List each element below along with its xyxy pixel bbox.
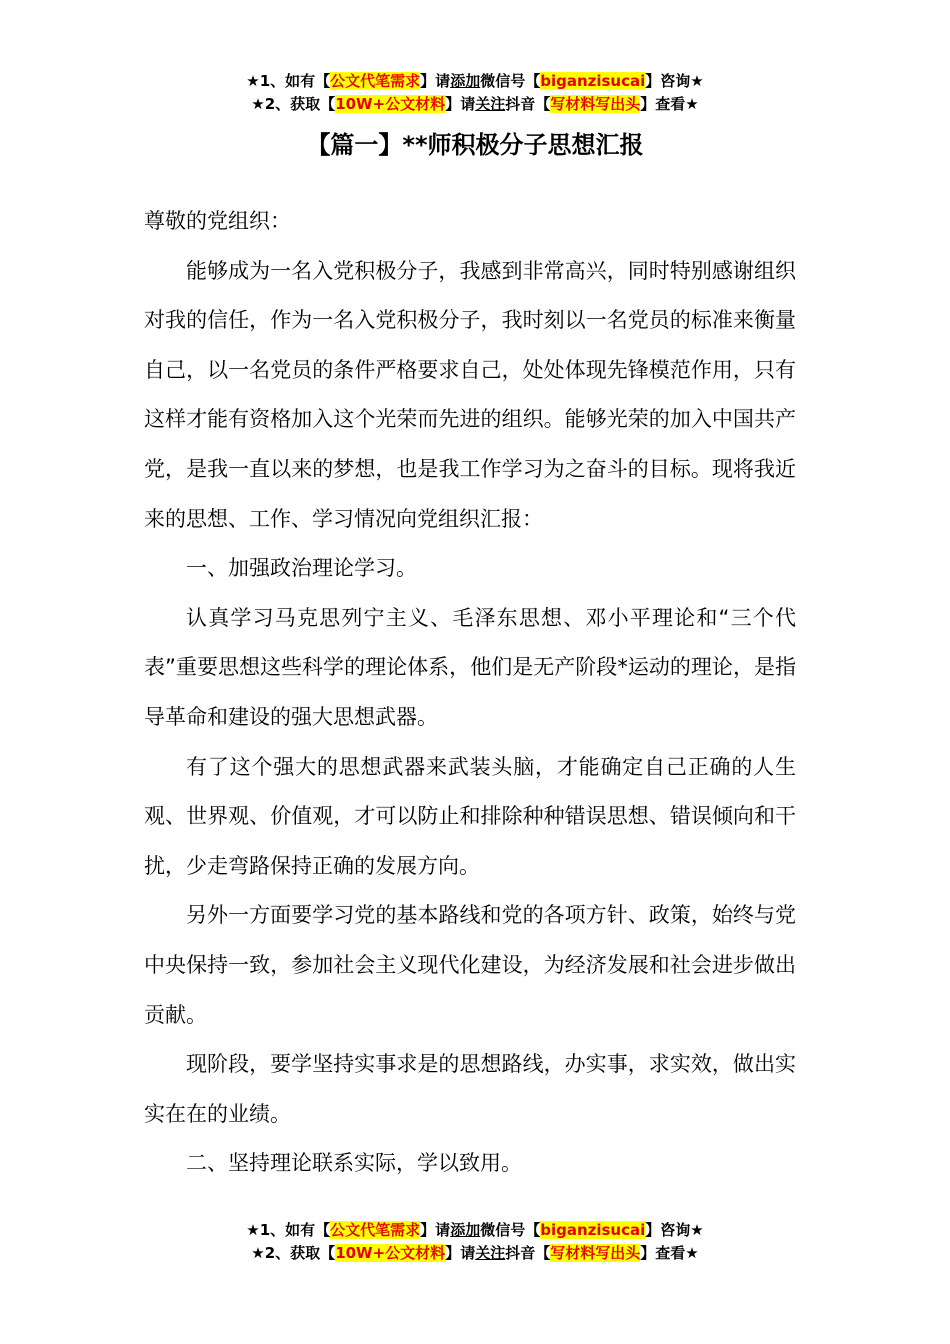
ad-text: 】查看★ (640, 1244, 699, 1262)
ad-underlined-text: 添加 (450, 72, 481, 90)
ad-text: 】请 (420, 1221, 451, 1239)
ad-wechat-id: biganzisucai (540, 72, 646, 90)
ad-underlined-text: 关注 (475, 95, 506, 113)
ad-underlined-text: 添加 (450, 1221, 481, 1239)
paragraph: 能够成为一名入党积极分子，我感到非常高兴，同时特别感谢组织对我的信任，作为一名入党积极分子，我时刻以一名党员的标准来衡量自己，以一名党员的条件严格要求自己，处处体现先锋模范作用，只有这样才能有资格加入这个光荣而先进的组织。能够光荣的加入中国共产党，是我一直以来的梦想，也是我工作学习为之奋斗的目标。现将我近来的思想、工作、学习情况向党组织汇报： (144, 258, 796, 531)
footer-ad-banner (0, 1219, 950, 1265)
ad-text: 抖音【 (505, 1244, 551, 1262)
ad-line-1 (0, 70, 950, 93)
ad-douyin-id: 写材料写出头 (550, 95, 641, 113)
paragraph: 认真学习马克思列宁主义、毛泽东思想、邓小平理论和“三个代表”重要思想这些科学的理论体系，他们是无产阶段*运动的理论，是指导革命和建设的强大思想武器。 (144, 605, 796, 729)
document-title: 【篇一】**师积极分子思想汇报 (306, 131, 644, 159)
section-heading: 一、加强政治理论学习。 (186, 556, 417, 581)
ad-text: 】咨询★ (645, 72, 704, 90)
ad-line-2 (0, 93, 950, 116)
ad-text: 微信号【 (480, 72, 541, 90)
ad-text: 】查看★ (640, 95, 699, 113)
ad-text: ★2、获取【 (251, 1244, 336, 1262)
paragraph: 现阶段，要学坚持实事求是的思想路线，办实事，求实效，做出实实在在的业绩。 (144, 1052, 796, 1126)
header-ad-banner (0, 70, 950, 116)
ad-highlight: 公文代笔需求 (330, 1221, 421, 1239)
ad-text: 】请 (445, 1244, 476, 1262)
ad-text: ★1、如有【 (246, 72, 331, 90)
ad-text: 微信号【 (480, 1221, 541, 1239)
ad-text: 】请 (445, 95, 476, 113)
ad-line-2 (0, 1242, 950, 1265)
ad-line-1 (0, 1219, 950, 1242)
ad-wechat-id: biganzisucai (540, 1221, 646, 1239)
paragraph: 有了这个强大的思想武器来武装头脑，才能确定自己正确的人生观、世界观、价值观，才可以防止和排除种种错误思想、错误倾向和干扰，少走弯路保持正确的发展方向。 (144, 754, 796, 878)
section-heading: 二、坚持理论联系实际，学以致用。 (186, 1151, 522, 1176)
ad-text: ★1、如有【 (246, 1221, 331, 1239)
ad-douyin-id: 写材料写出头 (550, 1244, 641, 1262)
paragraph: 另外一方面要学习党的基本路线和党的各项方针、政策，始终与党中央保持一致，参加社会主义现代化建设，为经济发展和社会进步做出贡献。 (144, 903, 796, 1027)
ad-underlined-text: 关注 (475, 1244, 506, 1262)
ad-text: 抖音【 (505, 95, 551, 113)
ad-highlight: 10W+公文材料 (335, 95, 446, 113)
ad-text: 】咨询★ (645, 1221, 704, 1239)
ad-highlight: 10W+公文材料 (335, 1244, 446, 1262)
ad-text: ★2、获取【 (251, 95, 336, 113)
document-body (144, 197, 796, 1189)
salutation: 尊敬的党组织： (144, 209, 291, 233)
ad-highlight: 公文代笔需求 (330, 72, 421, 90)
ad-text: 】请 (420, 72, 451, 90)
